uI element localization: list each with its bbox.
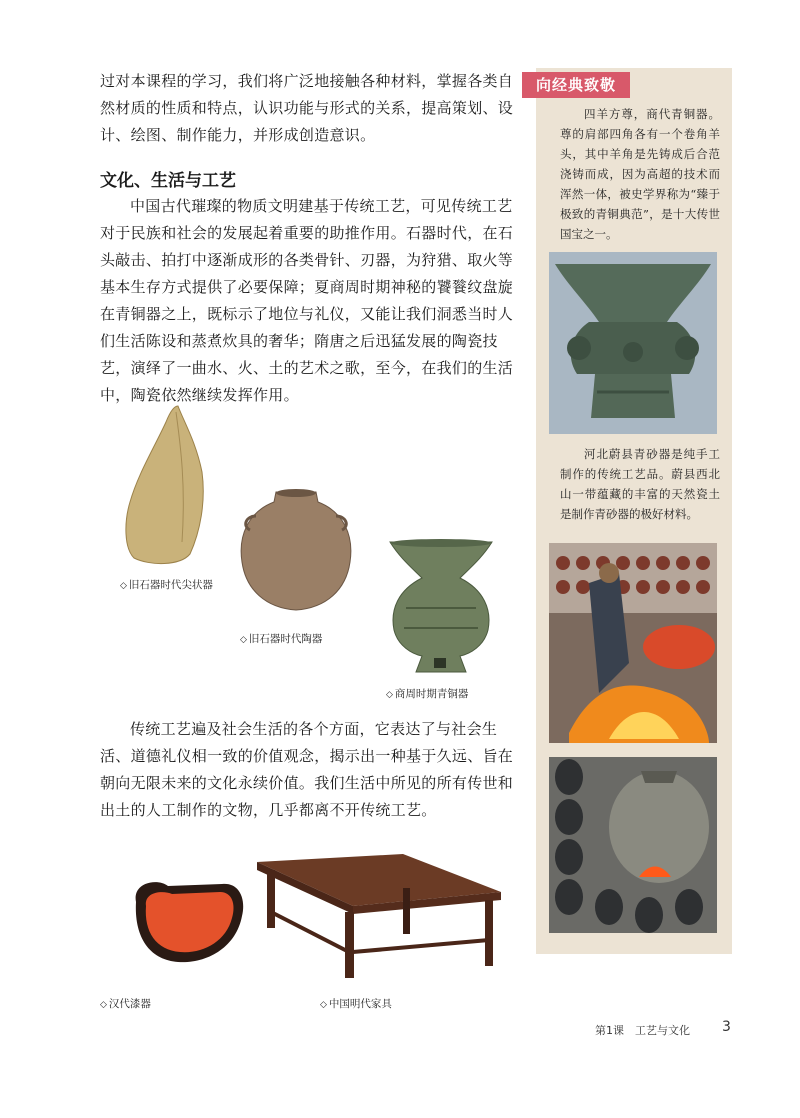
sidebar-text-2 (560, 444, 720, 524)
caption-stone-tool (120, 577, 213, 592)
paragraph-1-text: 中国古代璀璨的物质文明建基于传统工艺，可见传统工艺对于民族和社会的发展起着重要的助推作用。石器时代，在石头敲击、拍打中逐渐成形的各类骨针、刃器，为狩猎、取火等基本生存方式提供了必要保障；夏商周时期神秘的饕餮纹盘旋在青铜器之上，既标示了地位与礼仪，又能让我们洞悉当时人们生活陈设和蒸煮炊具的奢华；隋唐之后迅猛发展的陶瓷技艺，演绎了一曲水、火、土的艺术之歌，至今，在我们的生活中，陶瓷依然继续发挥作用。 (100, 197, 514, 404)
caption-bronze-text: 商周时期青铜器 (394, 688, 469, 700)
bronze-vessel-image (386, 538, 496, 676)
caption-pottery (240, 631, 322, 646)
pottery-image (232, 486, 360, 614)
sidebar-text-1 (560, 104, 720, 244)
caption-bronze (386, 686, 468, 701)
page-number: 3 (722, 1019, 731, 1035)
sidebar-text-1-content: 四羊方尊，商代青铜器。尊的肩部四角各有一个卷角羊头，其中羊角是先铸成后合范浇铸而成，因为高超的技术而浑然一体，被史学界称为“臻于极致的青铜典范”，是十大传世国宝之一。 (560, 107, 720, 241)
lacquer-dish-image (128, 876, 248, 968)
diamond-icon: ◇ (240, 635, 247, 645)
sand-pot-kiln-image (549, 757, 717, 933)
caption-pottery-text: 旧石器时代陶器 (248, 633, 323, 645)
body-paragraph-2 (100, 716, 520, 824)
sidebar-text-2-content: 河北蔚县青砂器是纯手工制作的传统工艺品。蔚县西北山一带蕴藏的丰富的天然瓷土是制作青砂器的极好材料。 (560, 447, 720, 521)
kiln-worker-image (549, 543, 717, 743)
ming-table-image (253, 852, 505, 982)
intro-text: 过对本课程的学习，我们将广泛地接触各种材料，掌握各类自然材质的性质和特点，认识功能与形式的关系，提高策划、设计、绘图、制作能力，并形成创造意识。 (100, 72, 514, 144)
sidebar-title: 向经典致敬 (522, 72, 630, 98)
diamond-icon: ◇ (100, 1000, 107, 1010)
diamond-icon: ◇ (120, 581, 127, 591)
caption-lacquer (100, 996, 151, 1011)
diamond-icon: ◇ (386, 690, 393, 700)
diamond-icon: ◇ (320, 1000, 327, 1010)
four-goat-zun-image (549, 252, 717, 434)
caption-furniture-text: 中国明代家具 (328, 998, 392, 1010)
caption-lacquer-text: 汉代漆器 (108, 998, 151, 1010)
paragraph-2-text: 传统工艺遍及社会生活的各个方面，它表达了与社会生活、道德礼仪相一致的价值观念，揭示出一种基于久远、旨在朝向无限未来的文化永续价值。我们生活中所见的所有传世和出土的人工制作的文物，几乎都离不开传统工艺。 (100, 720, 514, 819)
footer-lesson: 第1课 工艺与文化 (595, 1024, 690, 1037)
body-paragraph-1 (100, 193, 520, 409)
stone-tool-image (120, 402, 206, 572)
caption-stone-tool-text: 旧石器时代尖状器 (128, 579, 213, 591)
intro-paragraph (100, 68, 520, 149)
section-heading: 文化、生活与工艺 (100, 171, 236, 191)
caption-furniture (320, 996, 392, 1011)
